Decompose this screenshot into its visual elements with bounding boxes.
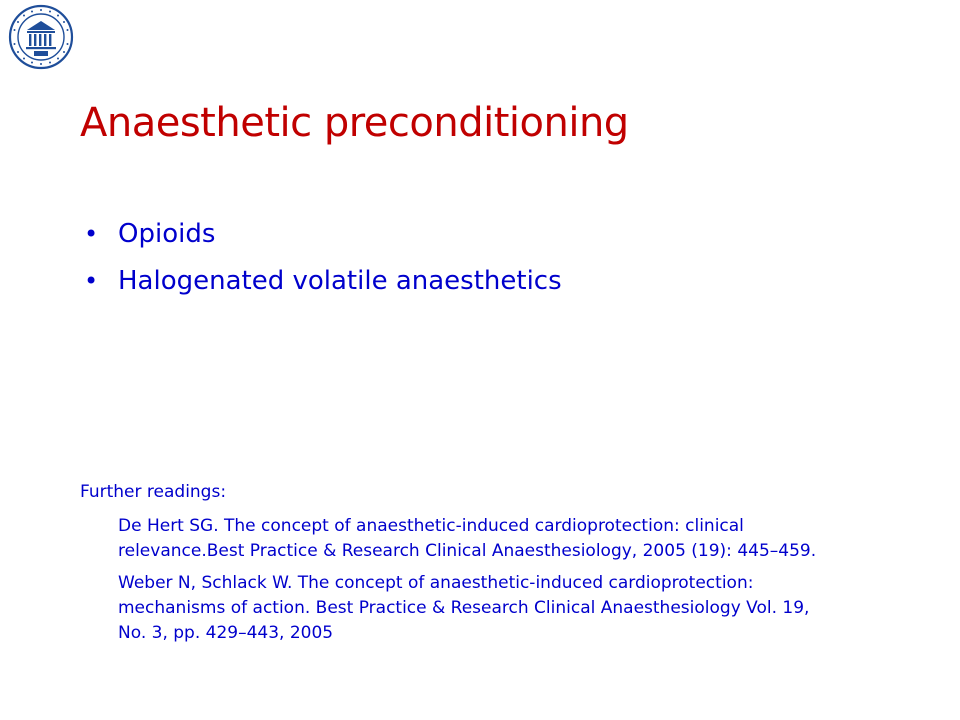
further-readings <box>80 480 940 653</box>
reference-line: relevance.Best Practice & Research Clinical Anaesthesiology, 2005 (19): 445–459. <box>118 541 817 561</box>
reference-line: De Hert SG. The concept of anaesthetic-induced cardioprotection: clinical <box>118 516 744 536</box>
bullet-dot-icon: • <box>84 220 99 248</box>
readings-heading: Further readings: <box>80 482 227 502</box>
slide-title: Anaesthetic preconditioning <box>80 100 629 146</box>
bullet-text: Halogenated volatile anaesthetics <box>118 266 562 296</box>
bullet-text: Opioids <box>118 219 216 249</box>
bullet-item <box>84 218 562 250</box>
university-seal-icon <box>8 4 74 70</box>
bullet-item <box>84 265 562 297</box>
reference-item <box>118 514 940 564</box>
bullet-list <box>84 218 562 312</box>
reference-line: No. 3, pp. 429–443, 2005 <box>118 623 334 643</box>
reference-line: mechanisms of action. Best Practice & Research Clinical Anaesthesiology Vol. 19, <box>118 598 810 618</box>
bullet-dot-icon: • <box>84 267 99 295</box>
reference-item <box>118 571 940 646</box>
reference-line: Weber N, Schlack W. The concept of anaesthetic-induced cardioprotection: <box>118 573 754 593</box>
